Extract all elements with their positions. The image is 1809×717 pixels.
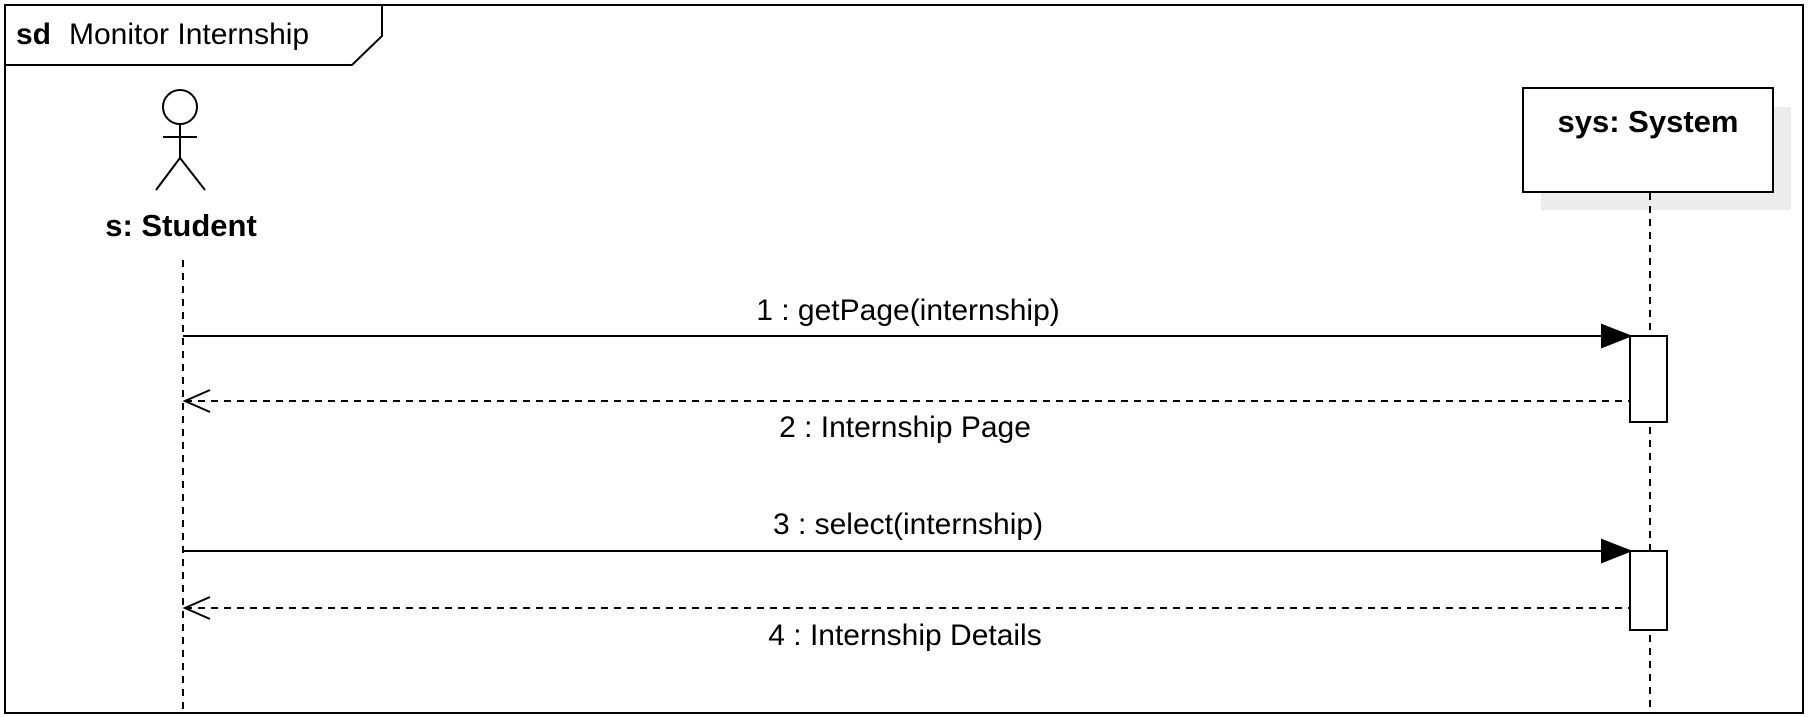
- message-1-label: 1 : getPage(internship): [756, 294, 1060, 327]
- frame-title: Monitor Internship: [69, 18, 310, 51]
- activation-bar-2: [1630, 551, 1667, 630]
- activation-bar-1: [1630, 336, 1667, 422]
- message-3-label: 3 : select(internship): [772, 508, 1044, 541]
- lifeline-label-student: s: Student: [105, 208, 257, 243]
- frame-keyword: sd: [16, 18, 52, 51]
- message-4-label: 4 : Internship Details: [768, 619, 1042, 652]
- message-2-label: 2 : Internship Page: [779, 411, 1031, 444]
- lifeline-label-system: sys: System: [1557, 104, 1739, 139]
